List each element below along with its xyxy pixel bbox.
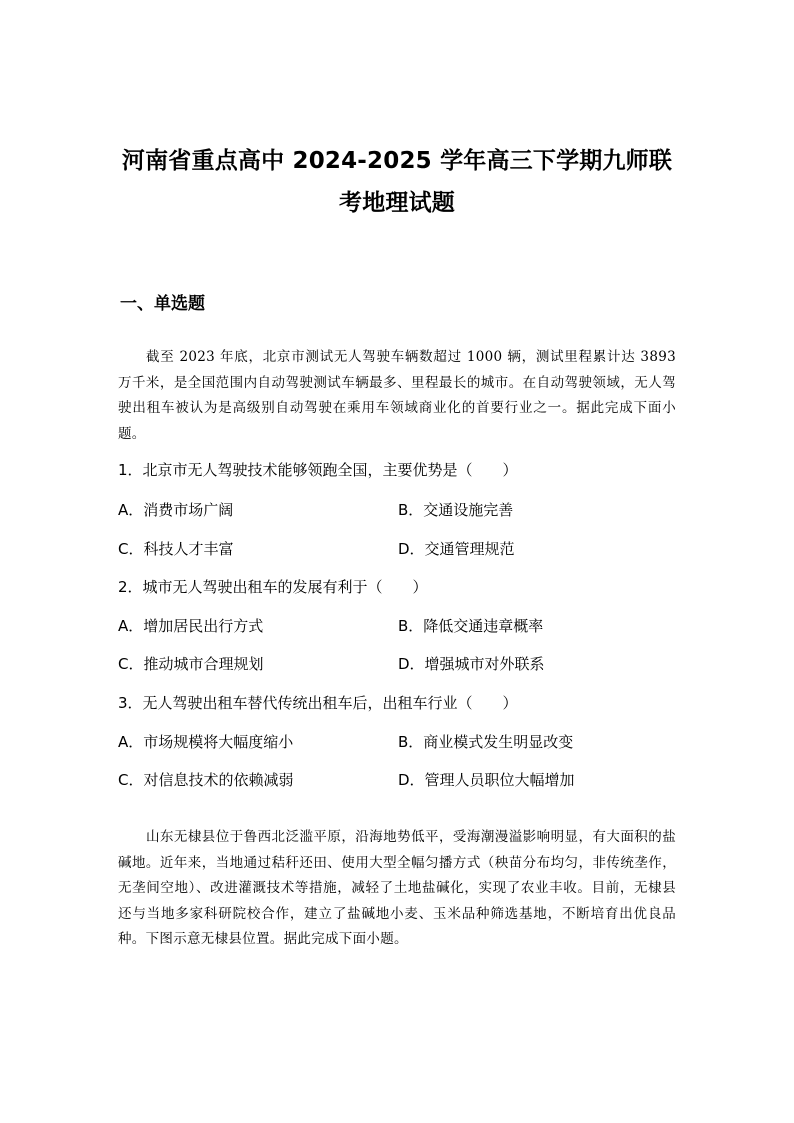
question-3-option-c: C．对信息技术的依赖减弱 xyxy=(118,771,294,789)
question-2-option-b: B．降低交通违章概率 xyxy=(398,617,544,635)
question-3-option-b: B．商业模式发生明显改变 xyxy=(398,733,574,751)
question-1-option-c: C．科技人才丰富 xyxy=(118,540,234,558)
question-2-option-d: D．增强城市对外联系 xyxy=(398,655,545,673)
title-line-2: 考地理试题 xyxy=(339,190,455,216)
question-3-option-d: D．管理人员职位大幅增加 xyxy=(398,771,575,789)
question-1-option-a: A．消费市场广阔 xyxy=(118,501,234,519)
question-1-option-d: D．交通管理规范 xyxy=(398,540,515,558)
question-1-stem: 1．北京市无人驾驶技术能够领跑全国，主要优势是（ ） xyxy=(118,461,518,479)
question-2-option-a: A．增加居民出行方式 xyxy=(118,617,264,635)
section-heading: 一、单选题 xyxy=(120,294,205,314)
question-1-option-b: B．交通设施完善 xyxy=(398,501,514,519)
document-title xyxy=(100,140,694,224)
question-3-stem: 3．无人驾驶出租车替代传统出租车后，出租车行业（ ） xyxy=(118,694,518,712)
question-3-option-a: A．市场规模将大幅度缩小 xyxy=(118,733,294,751)
question-2-stem: 2．城市无人驾驶出租车的发展有利于（ ） xyxy=(118,578,428,596)
title-line-1: 河南省重点高中 2024-2025 学年高三下学期九师联 xyxy=(121,148,673,174)
question-2-option-c: C．推动城市合理规划 xyxy=(118,655,264,673)
reading-passage-2: 山东无棣县位于鲁西北泛滥平原，沿海地势低平，受海潮漫溢影响明显，有大面积的盐碱地。近年来，当地通过秸秆还田、使用大型全幅匀播方式（秧苗分布均匀，非传统垄作，无垄间空地）、改进灌溉技术等措施，减轻了土地盐碱化，实现了农业丰收。目前，无棣县还与当地多家科研院校合作，建立了盐碱地小麦、玉米品种筛选基地，不断培育出优良品种。下图示意无棣县位置。据此完成下面小题。 xyxy=(118,829,676,947)
reading-passage-1: 截至 2023 年底，北京市测试无人驾驶车辆数超过 1000 辆，测试里程累计达 3893 万千米，是全国范围内自动驾驶测试车辆最多、里程最长的城市。在自动驾驶领域，无人驾驶出租车被认为是高级别自动驾驶在乘用车领域商业化的首要行业之一。据此完成下面小题。 xyxy=(118,349,676,442)
